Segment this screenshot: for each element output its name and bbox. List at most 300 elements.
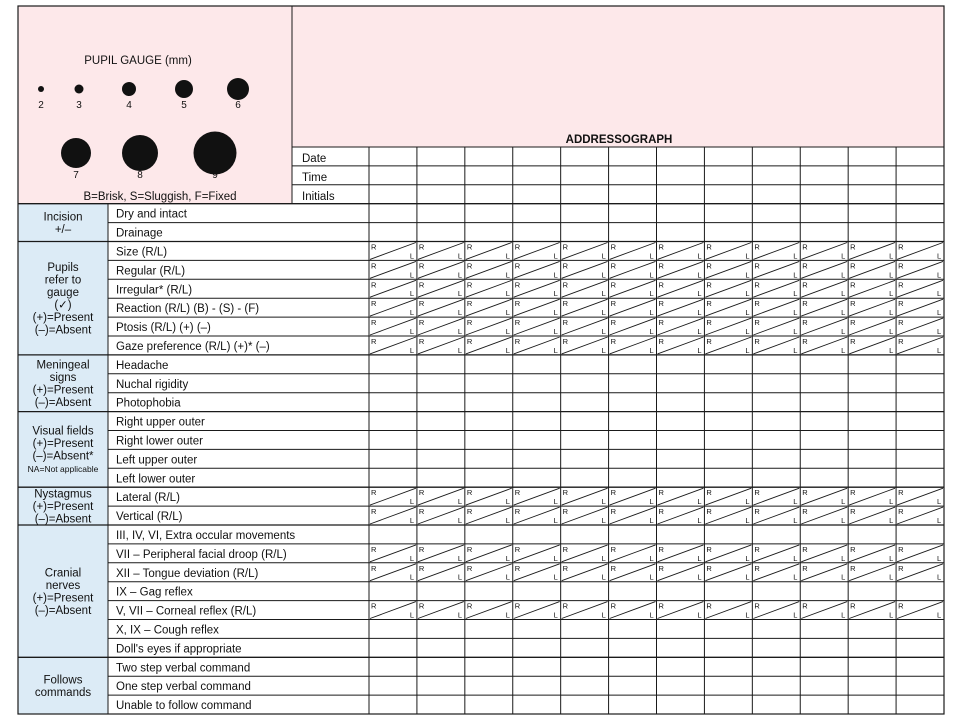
entry-cell[interactable] [513, 374, 561, 393]
entry-cell[interactable] [513, 336, 561, 355]
entry-cell[interactable] [800, 355, 848, 374]
entry-cell[interactable] [369, 544, 417, 563]
entry-cell[interactable] [369, 563, 417, 582]
entry-cell[interactable] [513, 185, 561, 204]
entry-cell[interactable] [417, 317, 465, 336]
entry-cell[interactable] [369, 166, 417, 185]
entry-cell[interactable] [417, 204, 465, 223]
entry-cell[interactable] [896, 431, 944, 450]
entry-cell[interactable] [848, 374, 896, 393]
entry-cell[interactable] [752, 525, 800, 544]
entry-cell[interactable] [417, 544, 465, 563]
entry-cell[interactable] [609, 468, 657, 487]
entry-cell[interactable] [896, 695, 944, 714]
entry-cell[interactable] [609, 582, 657, 601]
entry-cell[interactable] [417, 657, 465, 676]
entry-cell[interactable] [896, 393, 944, 412]
entry-cell[interactable] [752, 166, 800, 185]
entry-cell[interactable] [609, 601, 657, 620]
entry-cell[interactable] [657, 487, 705, 506]
entry-cell[interactable] [800, 166, 848, 185]
entry-cell[interactable] [513, 242, 561, 261]
entry-cell[interactable] [800, 431, 848, 450]
entry-cell[interactable] [704, 601, 752, 620]
entry-cell[interactable] [561, 185, 609, 204]
entry-cell[interactable] [896, 449, 944, 468]
entry-cell[interactable] [369, 676, 417, 695]
entry-cell[interactable] [369, 638, 417, 657]
entry-cell[interactable] [848, 487, 896, 506]
entry-cell[interactable] [465, 242, 513, 261]
entry-cell[interactable] [752, 242, 800, 261]
entry-cell[interactable] [609, 374, 657, 393]
entry-cell[interactable] [657, 412, 705, 431]
entry-cell[interactable] [417, 487, 465, 506]
entry-cell[interactable] [657, 620, 705, 639]
entry-cell[interactable] [800, 601, 848, 620]
entry-cell[interactable] [465, 317, 513, 336]
entry-cell[interactable] [848, 582, 896, 601]
entry-cell[interactable] [465, 563, 513, 582]
entry-cell[interactable] [800, 695, 848, 714]
entry-cell[interactable] [704, 582, 752, 601]
entry-cell[interactable] [800, 563, 848, 582]
entry-cell[interactable] [561, 317, 609, 336]
entry-cell[interactable] [609, 298, 657, 317]
entry-cell[interactable] [369, 298, 417, 317]
entry-cell[interactable] [417, 393, 465, 412]
entry-cell[interactable] [465, 298, 513, 317]
entry-cell[interactable] [800, 468, 848, 487]
entry-cell[interactable] [369, 601, 417, 620]
entry-cell[interactable] [561, 657, 609, 676]
entry-cell[interactable] [513, 317, 561, 336]
entry-cell[interactable] [752, 695, 800, 714]
entry-cell[interactable] [417, 298, 465, 317]
entry-cell[interactable] [369, 620, 417, 639]
entry-cell[interactable] [369, 468, 417, 487]
entry-cell[interactable] [848, 468, 896, 487]
entry-cell[interactable] [704, 563, 752, 582]
entry-cell[interactable] [896, 468, 944, 487]
entry-cell[interactable] [704, 185, 752, 204]
entry-cell[interactable] [800, 638, 848, 657]
entry-cell[interactable] [752, 431, 800, 450]
entry-cell[interactable] [369, 336, 417, 355]
entry-cell[interactable] [800, 147, 848, 166]
entry-cell[interactable] [561, 601, 609, 620]
entry-cell[interactable] [417, 582, 465, 601]
entry-cell[interactable] [609, 544, 657, 563]
entry-cell[interactable] [369, 204, 417, 223]
entry-cell[interactable] [657, 336, 705, 355]
entry-cell[interactable] [513, 525, 561, 544]
entry-cell[interactable] [800, 449, 848, 468]
entry-cell[interactable] [513, 544, 561, 563]
entry-cell[interactable] [561, 204, 609, 223]
entry-cell[interactable] [465, 525, 513, 544]
entry-cell[interactable] [800, 525, 848, 544]
entry-cell[interactable] [752, 676, 800, 695]
entry-cell[interactable] [417, 279, 465, 298]
entry-cell[interactable] [704, 695, 752, 714]
entry-cell[interactable] [704, 676, 752, 695]
entry-cell[interactable] [417, 355, 465, 374]
entry-cell[interactable] [609, 412, 657, 431]
entry-cell[interactable] [561, 449, 609, 468]
entry-cell[interactable] [369, 412, 417, 431]
entry-cell[interactable] [561, 638, 609, 657]
entry-cell[interactable] [417, 147, 465, 166]
entry-cell[interactable] [848, 185, 896, 204]
entry-cell[interactable] [417, 676, 465, 695]
entry-cell[interactable] [800, 620, 848, 639]
entry-cell[interactable] [561, 506, 609, 525]
entry-cell[interactable] [561, 279, 609, 298]
entry-cell[interactable] [848, 260, 896, 279]
entry-cell[interactable] [369, 487, 417, 506]
entry-cell[interactable] [609, 355, 657, 374]
entry-cell[interactable] [896, 223, 944, 242]
entry-cell[interactable] [609, 166, 657, 185]
entry-cell[interactable] [561, 563, 609, 582]
entry-cell[interactable] [848, 695, 896, 714]
entry-cell[interactable] [657, 355, 705, 374]
entry-cell[interactable] [657, 468, 705, 487]
entry-cell[interactable] [417, 412, 465, 431]
entry-cell[interactable] [417, 336, 465, 355]
entry-cell[interactable] [800, 223, 848, 242]
entry-cell[interactable] [465, 260, 513, 279]
entry-cell[interactable] [465, 620, 513, 639]
entry-cell[interactable] [369, 657, 417, 676]
entry-cell[interactable] [657, 506, 705, 525]
entry-cell[interactable] [896, 620, 944, 639]
entry-cell[interactable] [752, 279, 800, 298]
entry-cell[interactable] [561, 695, 609, 714]
entry-cell[interactable] [896, 657, 944, 676]
entry-cell[interactable] [561, 336, 609, 355]
entry-cell[interactable] [369, 147, 417, 166]
entry-cell[interactable] [848, 336, 896, 355]
entry-cell[interactable] [609, 638, 657, 657]
entry-cell[interactable] [465, 657, 513, 676]
entry-cell[interactable] [800, 582, 848, 601]
entry-cell[interactable] [513, 260, 561, 279]
entry-cell[interactable] [800, 544, 848, 563]
entry-cell[interactable] [848, 431, 896, 450]
entry-cell[interactable] [704, 620, 752, 639]
entry-cell[interactable] [465, 279, 513, 298]
entry-cell[interactable] [657, 431, 705, 450]
entry-cell[interactable] [609, 393, 657, 412]
entry-cell[interactable] [704, 374, 752, 393]
entry-cell[interactable] [513, 657, 561, 676]
entry-cell[interactable] [752, 468, 800, 487]
entry-cell[interactable] [657, 242, 705, 261]
entry-cell[interactable] [369, 525, 417, 544]
entry-cell[interactable] [369, 431, 417, 450]
entry-cell[interactable] [465, 695, 513, 714]
entry-cell[interactable] [465, 468, 513, 487]
entry-cell[interactable] [609, 260, 657, 279]
entry-cell[interactable] [369, 695, 417, 714]
entry-cell[interactable] [513, 506, 561, 525]
entry-cell[interactable] [752, 374, 800, 393]
entry-cell[interactable] [704, 412, 752, 431]
entry-cell[interactable] [800, 506, 848, 525]
entry-cell[interactable] [800, 336, 848, 355]
entry-cell[interactable] [896, 336, 944, 355]
entry-cell[interactable] [848, 412, 896, 431]
entry-cell[interactable] [465, 412, 513, 431]
entry-cell[interactable] [657, 374, 705, 393]
entry-cell[interactable] [752, 449, 800, 468]
entry-cell[interactable] [417, 506, 465, 525]
entry-cell[interactable] [704, 468, 752, 487]
entry-cell[interactable] [752, 393, 800, 412]
entry-cell[interactable] [561, 582, 609, 601]
entry-cell[interactable] [369, 355, 417, 374]
entry-cell[interactable] [896, 487, 944, 506]
entry-cell[interactable] [704, 147, 752, 166]
entry-cell[interactable] [465, 431, 513, 450]
entry-cell[interactable] [561, 298, 609, 317]
entry-cell[interactable] [369, 582, 417, 601]
entry-cell[interactable] [609, 185, 657, 204]
entry-cell[interactable] [704, 336, 752, 355]
entry-cell[interactable] [657, 544, 705, 563]
entry-cell[interactable] [896, 204, 944, 223]
entry-cell[interactable] [513, 204, 561, 223]
entry-cell[interactable] [752, 563, 800, 582]
entry-cell[interactable] [465, 506, 513, 525]
entry-cell[interactable] [800, 242, 848, 261]
entry-cell[interactable] [561, 393, 609, 412]
entry-cell[interactable] [752, 620, 800, 639]
entry-cell[interactable] [561, 431, 609, 450]
entry-cell[interactable] [848, 657, 896, 676]
entry-cell[interactable] [561, 223, 609, 242]
entry-cell[interactable] [465, 393, 513, 412]
entry-cell[interactable] [609, 279, 657, 298]
entry-cell[interactable] [465, 223, 513, 242]
entry-cell[interactable] [417, 374, 465, 393]
entry-cell[interactable] [513, 393, 561, 412]
entry-cell[interactable] [704, 657, 752, 676]
entry-cell[interactable] [609, 695, 657, 714]
entry-cell[interactable] [657, 279, 705, 298]
entry-cell[interactable] [513, 412, 561, 431]
entry-cell[interactable] [848, 204, 896, 223]
entry-cell[interactable] [513, 147, 561, 166]
entry-cell[interactable] [752, 638, 800, 657]
entry-cell[interactable] [752, 298, 800, 317]
entry-cell[interactable] [561, 412, 609, 431]
entry-cell[interactable] [896, 317, 944, 336]
entry-cell[interactable] [752, 601, 800, 620]
entry-cell[interactable] [800, 279, 848, 298]
entry-cell[interactable] [513, 431, 561, 450]
entry-cell[interactable] [657, 582, 705, 601]
entry-cell[interactable] [513, 620, 561, 639]
entry-cell[interactable] [465, 449, 513, 468]
entry-cell[interactable] [848, 355, 896, 374]
entry-cell[interactable] [513, 166, 561, 185]
entry-cell[interactable] [752, 336, 800, 355]
entry-cell[interactable] [513, 298, 561, 317]
entry-cell[interactable] [561, 147, 609, 166]
entry-cell[interactable] [465, 147, 513, 166]
entry-cell[interactable] [800, 657, 848, 676]
entry-cell[interactable] [848, 620, 896, 639]
entry-cell[interactable] [513, 487, 561, 506]
entry-cell[interactable] [465, 204, 513, 223]
entry-cell[interactable] [609, 487, 657, 506]
entry-cell[interactable] [561, 355, 609, 374]
entry-cell[interactable] [513, 638, 561, 657]
entry-cell[interactable] [800, 204, 848, 223]
entry-cell[interactable] [704, 449, 752, 468]
entry-cell[interactable] [657, 298, 705, 317]
entry-cell[interactable] [609, 657, 657, 676]
entry-cell[interactable] [896, 298, 944, 317]
entry-cell[interactable] [800, 676, 848, 695]
entry-cell[interactable] [752, 506, 800, 525]
entry-cell[interactable] [657, 563, 705, 582]
entry-cell[interactable] [513, 355, 561, 374]
entry-cell[interactable] [896, 676, 944, 695]
entry-cell[interactable] [848, 525, 896, 544]
entry-cell[interactable] [417, 449, 465, 468]
entry-cell[interactable] [417, 260, 465, 279]
entry-cell[interactable] [896, 242, 944, 261]
entry-cell[interactable] [657, 657, 705, 676]
entry-cell[interactable] [369, 374, 417, 393]
entry-cell[interactable] [896, 582, 944, 601]
entry-cell[interactable] [657, 204, 705, 223]
entry-cell[interactable] [465, 544, 513, 563]
entry-cell[interactable] [896, 544, 944, 563]
entry-cell[interactable] [704, 431, 752, 450]
entry-cell[interactable] [561, 544, 609, 563]
entry-cell[interactable] [657, 676, 705, 695]
entry-cell[interactable] [513, 279, 561, 298]
entry-cell[interactable] [752, 260, 800, 279]
entry-cell[interactable] [513, 695, 561, 714]
entry-cell[interactable] [848, 601, 896, 620]
entry-cell[interactable] [896, 601, 944, 620]
entry-cell[interactable] [657, 260, 705, 279]
entry-cell[interactable] [561, 374, 609, 393]
entry-cell[interactable] [465, 336, 513, 355]
entry-cell[interactable] [704, 242, 752, 261]
entry-cell[interactable] [465, 185, 513, 204]
entry-cell[interactable] [465, 487, 513, 506]
entry-cell[interactable] [657, 185, 705, 204]
entry-cell[interactable] [752, 355, 800, 374]
entry-cell[interactable] [513, 449, 561, 468]
entry-cell[interactable] [896, 260, 944, 279]
entry-cell[interactable] [752, 185, 800, 204]
entry-cell[interactable] [848, 223, 896, 242]
entry-cell[interactable] [609, 317, 657, 336]
entry-cell[interactable] [369, 185, 417, 204]
entry-cell[interactable] [561, 487, 609, 506]
entry-cell[interactable] [369, 260, 417, 279]
entry-cell[interactable] [417, 242, 465, 261]
entry-cell[interactable] [800, 185, 848, 204]
entry-cell[interactable] [465, 676, 513, 695]
entry-cell[interactable] [369, 393, 417, 412]
entry-cell[interactable] [609, 336, 657, 355]
entry-cell[interactable] [704, 279, 752, 298]
entry-cell[interactable] [752, 657, 800, 676]
entry-cell[interactable] [513, 601, 561, 620]
entry-cell[interactable] [657, 166, 705, 185]
entry-cell[interactable] [704, 260, 752, 279]
entry-cell[interactable] [417, 185, 465, 204]
entry-cell[interactable] [896, 166, 944, 185]
entry-cell[interactable] [704, 525, 752, 544]
entry-cell[interactable] [417, 695, 465, 714]
entry-cell[interactable] [657, 638, 705, 657]
entry-cell[interactable] [800, 487, 848, 506]
entry-cell[interactable] [896, 355, 944, 374]
entry-cell[interactable] [513, 468, 561, 487]
entry-cell[interactable] [896, 525, 944, 544]
entry-cell[interactable] [848, 449, 896, 468]
entry-cell[interactable] [896, 563, 944, 582]
entry-cell[interactable] [609, 449, 657, 468]
entry-cell[interactable] [609, 431, 657, 450]
entry-cell[interactable] [800, 298, 848, 317]
entry-cell[interactable] [896, 638, 944, 657]
entry-cell[interactable] [848, 676, 896, 695]
entry-cell[interactable] [369, 279, 417, 298]
entry-cell[interactable] [800, 260, 848, 279]
entry-cell[interactable] [609, 525, 657, 544]
entry-cell[interactable] [609, 676, 657, 695]
entry-cell[interactable] [752, 582, 800, 601]
entry-cell[interactable] [609, 223, 657, 242]
entry-cell[interactable] [369, 242, 417, 261]
entry-cell[interactable] [657, 223, 705, 242]
entry-cell[interactable] [752, 204, 800, 223]
entry-cell[interactable] [848, 317, 896, 336]
entry-cell[interactable] [417, 525, 465, 544]
entry-cell[interactable] [561, 242, 609, 261]
entry-cell[interactable] [896, 412, 944, 431]
entry-cell[interactable] [609, 204, 657, 223]
entry-cell[interactable] [848, 147, 896, 166]
entry-cell[interactable] [800, 374, 848, 393]
entry-cell[interactable] [800, 393, 848, 412]
entry-cell[interactable] [704, 223, 752, 242]
entry-cell[interactable] [417, 166, 465, 185]
entry-cell[interactable] [369, 223, 417, 242]
entry-cell[interactable] [513, 563, 561, 582]
entry-cell[interactable] [609, 147, 657, 166]
entry-cell[interactable] [657, 695, 705, 714]
entry-cell[interactable] [417, 431, 465, 450]
entry-cell[interactable] [369, 317, 417, 336]
entry-cell[interactable] [609, 563, 657, 582]
entry-cell[interactable] [848, 544, 896, 563]
entry-cell[interactable] [417, 563, 465, 582]
entry-cell[interactable] [465, 638, 513, 657]
entry-cell[interactable] [800, 412, 848, 431]
